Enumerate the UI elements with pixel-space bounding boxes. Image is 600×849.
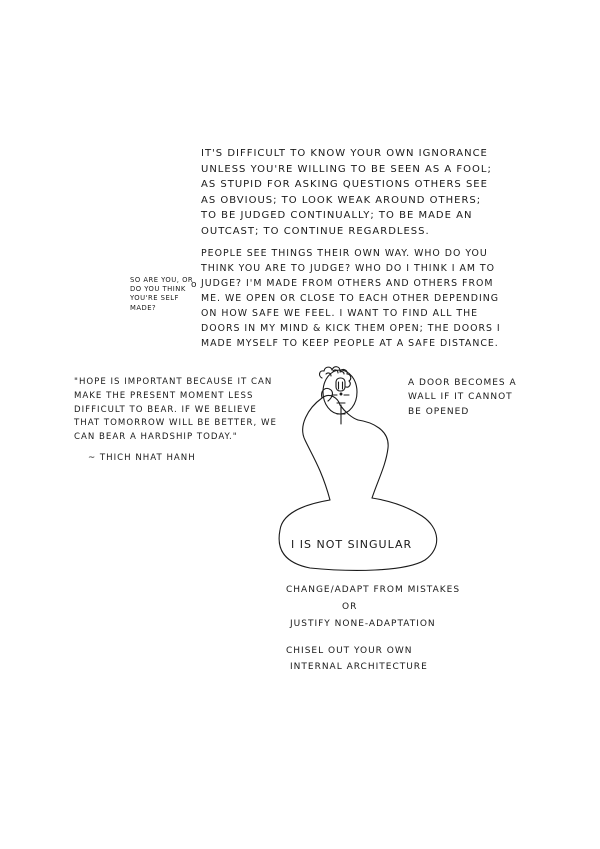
- door-note: A DOOR BECOMES A WALL IF IT CANNOT BE OPENED: [408, 378, 517, 417]
- neck: [340, 405, 358, 420]
- bottom-line-2: OR: [342, 602, 358, 612]
- bottom-line-3: JUSTIFY NONE-ADAPTATION: [290, 619, 436, 629]
- bottom-line-4: CHISEL OUT YOUR OWN: [286, 646, 413, 656]
- bullet-icon: o: [191, 280, 197, 290]
- head-outline: [323, 370, 357, 414]
- paragraph-ignorance: IT'S DIFFICULT TO KNOW YOUR OWN IGNORANCE UNLESS YOU'RE WILLING TO BE SEEN AS A FOOL; AS STUPID FOR ASKING QUESTIONS OTHERS SEE AS OBVIOUS; TO LOOK WEAK AROUND OTHERS; TO BE JUDGED CONTINUALLY; TO BE MADE AN OUTCAST; TO CONTINUE REGARDLESS.: [201, 148, 492, 237]
- quote-author: ~ THICH NHAT HANH: [88, 453, 196, 463]
- quote-text: "HOPE IS IMPORTANT BECAUSE IT CAN MAKE THE PRESENT MOMENT LESS DIFFICULT TO BEAR. IF WE BELIEVE THAT TOMORROW WILL BE BETTER, WE CAN BEAR A HARDSHIP TODAY.": [74, 377, 277, 442]
- bottom-line-1: CHANGE/ADAPT FROM MISTAKES: [286, 585, 461, 595]
- bottom-line-5: INTERNAL ARCHITECTURE: [290, 662, 428, 672]
- door-icon: [336, 378, 345, 391]
- paragraph-judge: PEOPLE SEE THINGS THEIR OWN WAY. WHO DO YOU THINK YOU ARE TO JUDGE? WHO DO I THINK I AM TO JUDGE? I'M MADE FROM OTHERS AND OTHERS FROM ME. WE OPEN OR CLOSE TO EACH OTHER DEPENDING ON HOW SAFE WE FEEL. I WANT TO FIND ALL THE DOORS IN MY MIND & KICK THEM OPEN; THE DOORS I MADE MYSELF TO KEEP PEOPLE AT A SAFE DISTANCE.: [201, 248, 501, 350]
- figure-label: I IS NOT SINGULAR: [291, 538, 413, 551]
- right-side: [358, 420, 388, 498]
- left-arm: [303, 396, 340, 500]
- side-note: SO ARE YOU, OR DO YOU THINK YOU'RE SELF MADE?: [130, 276, 194, 312]
- blob-outline: [279, 498, 437, 570]
